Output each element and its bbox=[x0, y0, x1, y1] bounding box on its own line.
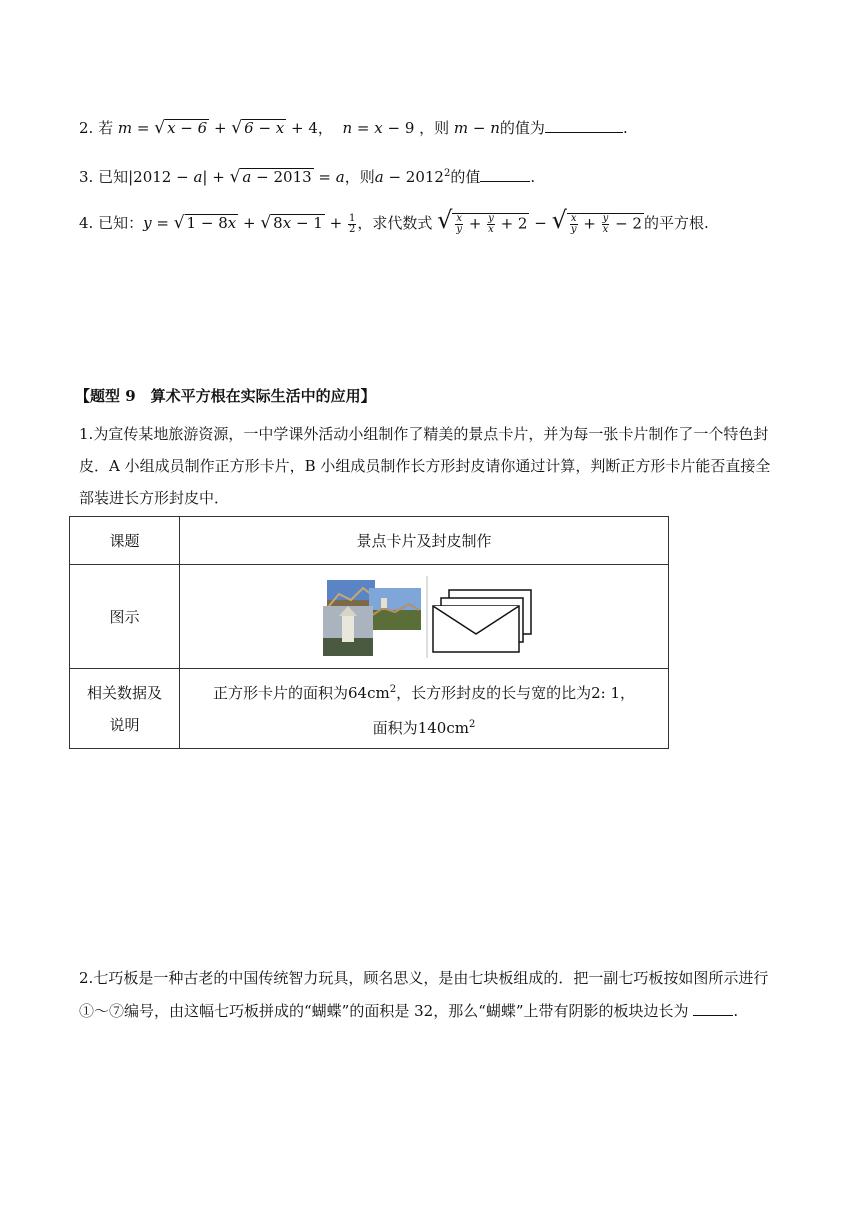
problem-1-number: 1. bbox=[79, 425, 94, 443]
section-title: 【题型 9 算术平方根在实际生活中的应用】 bbox=[75, 387, 376, 405]
question-4-mid: ，求代数式 bbox=[357, 214, 433, 232]
question-2: 2. 若 m = √ x − 6 + √ 6 − x + 4， n = x − 9 ，则 m − n的值为 . bbox=[79, 118, 628, 138]
question-2-end: . bbox=[622, 119, 628, 137]
question-4-number: 4. bbox=[79, 214, 94, 232]
envelope-area-value: 140cm bbox=[417, 718, 469, 737]
question-4-tail: 的平方根. bbox=[643, 214, 709, 232]
problem-2-end: . bbox=[733, 1002, 739, 1020]
question-2-number: 2. bbox=[79, 119, 94, 137]
question-4-prefix: 已知： bbox=[98, 214, 144, 232]
row3-text-b: ，长方形封皮的长与宽的比为 bbox=[396, 683, 592, 702]
question-4: 4. 已知：y = √ 1 − 8x + √ 8x − 1 + $\frac{1}{2}$ ，求代数式 √ $\frac{x}{y}$ + $\frac{y}{x}$ + 2 − √ $\frac{x}{y}$ + $\frac{y}{x}$ − 2 的平方根. bbox=[79, 206, 709, 235]
row3-label bbox=[70, 669, 180, 749]
question-2-prefix: 若 bbox=[98, 119, 114, 137]
question-3-tail: 的值 bbox=[450, 168, 481, 186]
card-area-value: 64cm bbox=[347, 683, 390, 702]
row3-description: 正方形卡片的面积为$64cm^2$，长方形封皮的长与宽的比为2: 1， 面积为$140cm^2$ bbox=[180, 669, 669, 749]
answer-blank-problem-2[interactable] bbox=[693, 1001, 733, 1016]
question-2-tail: 的值为 bbox=[499, 119, 545, 137]
problem-2-text: 七巧板是一种古老的中国传统智力玩具，顾名思义，是由七块板组成的．把一副七巧板按如图所示进行①～⑦编号，由这幅七巧板拼成的“蝴蝶”的面积是 32，那么“蝴蝶”上带有阴影的板块边长为 bbox=[79, 969, 769, 1020]
row3-text-a: 正方形卡片的面积为 bbox=[212, 683, 348, 702]
problem-2 bbox=[79, 962, 779, 1028]
row1-label: 课题 bbox=[70, 517, 180, 565]
row3-label-line2: 说明 bbox=[109, 715, 140, 734]
problem-1-text: 为宣传某地旅游资源，一中学课外活动小组制作了精美的景点卡片，并为每一张卡片制作了一个特色封皮．A 小组成员制作正方形卡片，B 小组成员制作长方形封皮请你通过计算，判断正方形卡片能否直接全部装进长方形封皮中． bbox=[79, 425, 771, 507]
question-3-number: 3. bbox=[79, 168, 94, 186]
problem-1 bbox=[79, 418, 779, 514]
question-3-end: . bbox=[530, 168, 536, 186]
question-2-formula-m: m bbox=[117, 119, 133, 137]
row1-value: 景点卡片及封皮制作 bbox=[180, 517, 669, 565]
photo-cards-image bbox=[323, 576, 427, 658]
row2-illustration bbox=[180, 565, 669, 669]
problem-2-number: 2. bbox=[79, 969, 94, 987]
row2-label: 图示 bbox=[70, 565, 180, 669]
row3-text-c: 面积为 bbox=[372, 718, 418, 737]
cards-and-envelope-illustration bbox=[309, 576, 539, 658]
table-row bbox=[70, 669, 669, 749]
table-row bbox=[70, 517, 669, 565]
answer-blank-2[interactable] bbox=[545, 118, 623, 133]
ratio-value: 2: 1 bbox=[591, 683, 621, 702]
question-3: 3. 已知|2012 − a| + √ a − 2013 = a，则$a - 2012^2$的值 . bbox=[79, 167, 536, 187]
row3-label-line1: 相关数据及 bbox=[86, 683, 162, 702]
table-row bbox=[70, 565, 669, 669]
question-3-prefix: 已知 bbox=[98, 168, 129, 186]
info-table bbox=[69, 516, 669, 749]
question-3-mid: ，则 bbox=[344, 168, 375, 186]
answer-blank-3[interactable] bbox=[480, 167, 530, 182]
envelope-icon bbox=[433, 590, 531, 652]
